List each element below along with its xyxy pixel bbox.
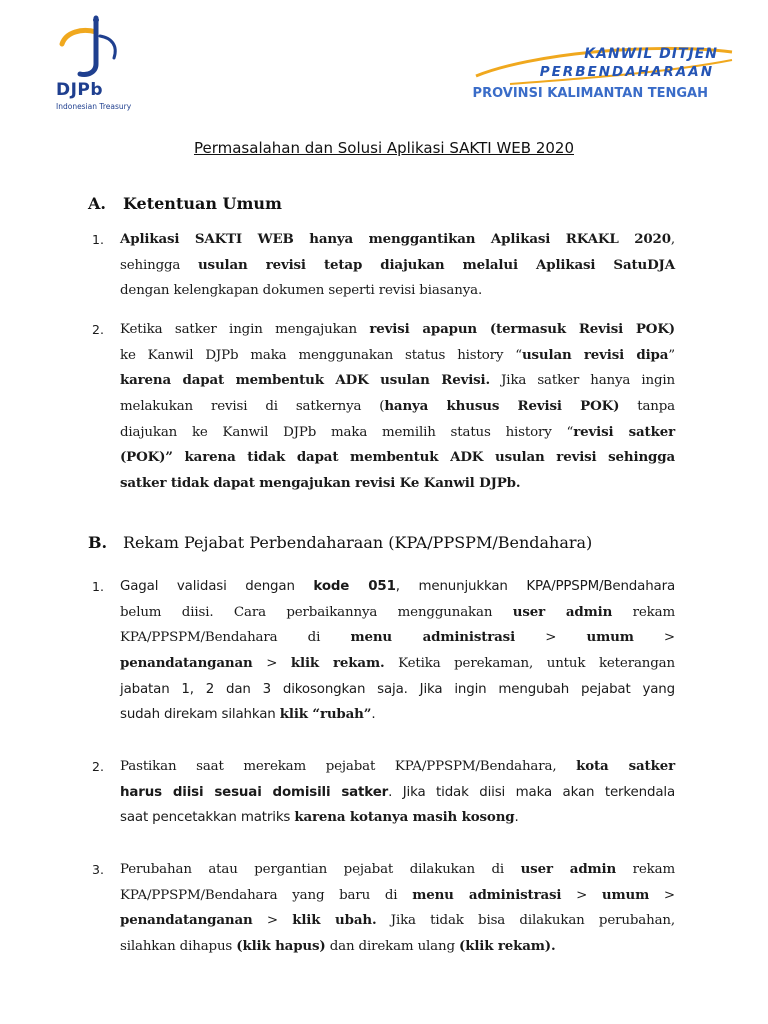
paragraph-line: [120, 445, 675, 471]
text-run: >: [252, 913, 293, 929]
bold-text: usulan revisi tetap diajukan melalui Aplikasi SatuDJA: [197, 256, 675, 273]
text-run: Ketika satker ingin mengajukan: [120, 322, 370, 337]
bold-text: hanya khusus Revisi POK): [384, 398, 620, 415]
item-number: 1.: [92, 232, 104, 247]
bold-text: umum: [601, 886, 650, 903]
paragraph-line: [120, 625, 675, 651]
section-b-item-1: [92, 574, 675, 728]
kanwil-line1: KANWIL DITJEN: [584, 46, 718, 62]
document-title: Permasalahan dan Solusi Aplikasi SAKTI WEB 2020: [193, 139, 574, 157]
bold-text: user admin: [512, 603, 613, 620]
text-run: KPA/PPSPM/Bendahara di: [120, 630, 351, 646]
text-run: >: [515, 630, 587, 646]
paragraph-line: [120, 934, 675, 960]
item-number: 2.: [92, 322, 104, 337]
text-run: , menunjukkan KPA/PPSPM/Bendahara: [395, 579, 676, 594]
paragraph-line: [120, 368, 675, 394]
text-run: ,: [670, 232, 675, 247]
text-run: . Jika tidak diisi maka akan terkendala: [388, 784, 675, 800]
bold-text: revisi apapun (termasuk Revisi POK): [369, 321, 675, 337]
djpb-logo-icon: [52, 14, 132, 80]
bold-text: klik “rubah”: [279, 706, 372, 723]
section-a-item-2: [92, 317, 675, 497]
text-run: saat pencetakkan matriks: [120, 810, 295, 826]
bold-text: kota satker: [576, 758, 675, 774]
paragraph-line: [120, 677, 675, 703]
section-b-title: Rekam Pejabat Perbendaharaan (KPA/PPSPM/Bendahara): [123, 533, 593, 552]
text-run: rekam: [612, 604, 675, 620]
text-run: >: [649, 887, 675, 903]
bold-text: usulan revisi dipa: [521, 346, 669, 363]
item-number: 3.: [92, 862, 104, 877]
paragraph-line: [120, 343, 675, 369]
kanwil-line3: PROVINSI KALIMANTAN TENGAH: [472, 86, 708, 101]
bold-text: (klik hapus): [236, 938, 326, 955]
text-run: Jika tidak bisa dilakukan perubahan,: [376, 913, 675, 929]
bold-text: harus diisi sesuai domisili satker: [120, 784, 389, 800]
bold-text: karena dapat membentuk ADK usulan Revisi.: [120, 372, 490, 389]
section-b-heading: [88, 533, 592, 552]
djpb-logo: [52, 14, 142, 110]
text-run: belum diisi. Cara perbaikannya menggunakan: [120, 604, 513, 620]
paragraph-line: [120, 805, 675, 831]
bold-text: klik ubah.: [292, 912, 377, 929]
bold-text: karena kotanya masih kosong: [294, 809, 515, 826]
item-number: 1.: [92, 579, 104, 594]
text-run: sehingga: [120, 257, 198, 273]
paragraph-line: [120, 317, 675, 343]
text-run: dengan kelengkapan dokumen seperti revisi biasanya.: [120, 283, 483, 299]
paragraph-line: [120, 651, 675, 677]
bold-text: menu administrasi: [350, 629, 516, 646]
text-run: KPA/PPSPM/Bendahara yang baru di: [120, 887, 413, 903]
text-run: melakukan revisi di satkernya (: [120, 399, 385, 415]
paragraph-line: [120, 574, 675, 600]
text-run: .: [371, 707, 376, 723]
bold-text: klik rekam.: [290, 655, 385, 672]
text-run: ”: [668, 347, 675, 363]
bold-text: umum: [586, 629, 634, 646]
kanwil-logo: [470, 40, 740, 110]
paragraph-line: [120, 278, 675, 304]
section-a-item-1: [92, 227, 675, 304]
bold-text: (klik rekam).: [459, 938, 556, 955]
text-run: Pastikan saat merekam pejabat KPA/PPSPM/Bendahara,: [120, 759, 577, 774]
section-a-heading: [88, 194, 282, 213]
text-run: >: [252, 656, 291, 672]
text-run: Ketika perekaman, untuk keterangan: [384, 656, 675, 672]
paragraph-line: [120, 780, 675, 806]
section-b-item-2: [92, 754, 675, 831]
text-run: >: [561, 887, 602, 903]
kanwil-line2: PERBENDAHARAAN: [539, 64, 714, 80]
bold-text: satker tidak dapat mengajukan revisi Ke Kanwil DJPb.: [120, 475, 521, 492]
paragraph-line: [120, 908, 675, 934]
bold-text: penandatanganan: [120, 912, 253, 929]
bold-text: Aplikasi SAKTI WEB hanya menggantikan Aplikasi RKAKL 2020: [120, 231, 671, 247]
section-a-title: Ketentuan Umum: [123, 194, 282, 213]
text-run: tanpa: [619, 399, 676, 415]
text-run: .: [514, 810, 519, 826]
text-run: sudah direkam silahkan: [120, 707, 280, 723]
bold-text: menu administrasi: [412, 886, 562, 903]
paragraph-line: [120, 754, 675, 780]
bold-text: user admin: [520, 861, 617, 877]
bold-text: (POK)” karena tidak dapat membentuk ADK usulan revisi sehingga: [120, 449, 675, 466]
djpb-brand: DJPb: [56, 80, 104, 100]
section-b-letter: B.: [88, 533, 108, 552]
paragraph-line: [120, 394, 675, 420]
paragraph-line: [120, 471, 675, 497]
paragraph-line: [120, 857, 675, 883]
djpb-tagline: Indonesian Treasury: [56, 102, 132, 111]
paragraph-line: [120, 227, 675, 253]
text-run: silahkan dihapus: [120, 939, 237, 955]
text-run: ke Kanwil DJPb maka menggunakan status history “: [120, 347, 522, 363]
text-run: Jika satker hanya ingin: [489, 373, 675, 389]
paragraph-line: [120, 253, 675, 279]
text-run: Gagal validasi dengan: [120, 579, 314, 594]
bold-text: penandatanganan: [120, 655, 253, 672]
bold-text: revisi satker: [573, 423, 675, 440]
text-run: Perubahan atau pergantian pejabat dilakukan di: [120, 862, 521, 877]
text-run: dan direkam ulang: [325, 939, 460, 955]
text-run: >: [633, 630, 675, 646]
paragraph-line: [120, 600, 675, 626]
bold-text: kode 051: [313, 579, 396, 594]
page-header: [0, 0, 768, 115]
section-a-letter: A.: [88, 194, 106, 213]
text-run: rekam: [616, 862, 675, 877]
paragraph-line: [120, 420, 675, 446]
paragraph-line: [120, 883, 675, 909]
paragraph-line: [120, 702, 675, 728]
text-run: diajukan ke Kanwil DJPb maka memilih status history “: [120, 424, 574, 440]
item-number: 2.: [92, 759, 104, 774]
text-run: jabatan 1, 2 dan 3 dikosongkan saja. Jika ingin mengubah pejabat yang: [120, 681, 675, 697]
section-b-item-3: [92, 857, 675, 960]
